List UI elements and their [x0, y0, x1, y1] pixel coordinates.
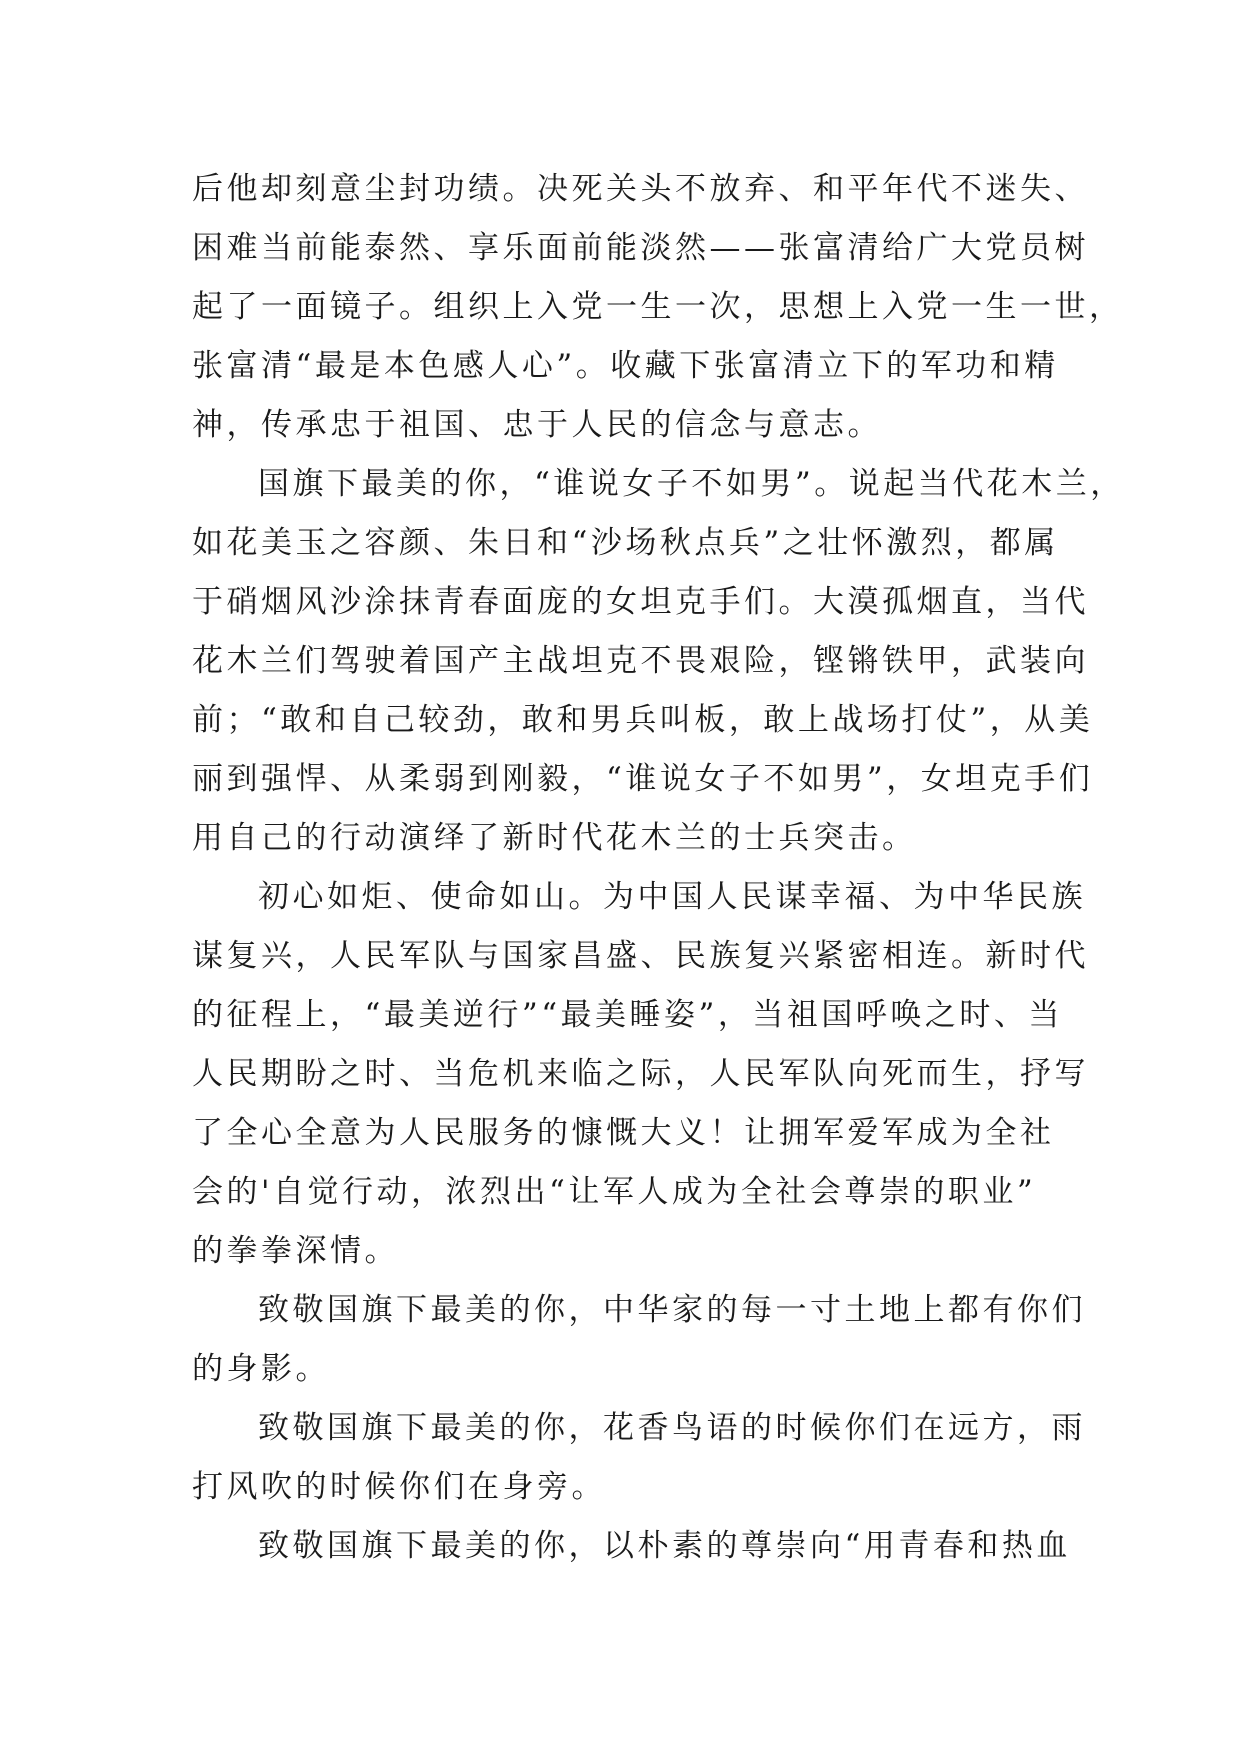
- text-line: 后他却刻意尘封功绩。决死关头不放弃、和平年代不迷失、: [192, 171, 1089, 207]
- text-line: 起了一面镜子。组织上入党一生一次，思想上入党一生一世，: [192, 289, 1124, 325]
- text-line: 困难当前能泰然、享乐面前能淡然——张富清给广大党员树: [192, 230, 1089, 266]
- text-line: 了全心全意为人民服务的慷慨大义！让拥军爱军成为全社: [192, 1115, 1055, 1151]
- text-line: 会的'自觉行动，浓烈出“让军人成为全社会尊崇的职业”: [192, 1174, 1037, 1210]
- text-line: 的身影。: [192, 1351, 330, 1387]
- text-line: 丽到强悍、从柔弱到刚毅，“谁说女子不如男”，女坦克手们: [192, 761, 1094, 797]
- text-line: 用自己的行动演绎了新时代花木兰的士兵突击。: [192, 820, 917, 856]
- text-line: 打风吹的时候你们在身旁。: [192, 1469, 606, 1505]
- text-line: 如花美玉之容颜、朱日和“沙场秋点兵”之壮怀激烈，都属: [192, 525, 1059, 561]
- text-line: 国旗下最美的你，“谁说女子不如男”。说起当代花木兰，: [258, 466, 1125, 502]
- text-line: 致敬国旗下最美的你，花香鸟语的时候你们在远方，雨: [258, 1410, 1086, 1446]
- text-line: 初心如炬、使命如山。为中国人民谋幸福、为中华民族: [258, 879, 1086, 915]
- text-line: 神，传承忠于祖国、忠于人民的信念与意志。: [192, 407, 882, 443]
- text-line: 的征程上，“最美逆行”“最美睡姿”，当祖国呼唤之时、当: [192, 997, 1063, 1033]
- text-line: 致敬国旗下最美的你，以朴素的尊崇向“用青春和热血: [258, 1528, 1071, 1564]
- text-line: 谋复兴，人民军队与国家昌盛、民族复兴紧密相连。新时代: [192, 938, 1089, 974]
- text-line: 致敬国旗下最美的你，中华家的每一寸土地上都有你们: [258, 1292, 1086, 1328]
- text-line: 花木兰们驾驶着国产主战坦克不畏艰险，铿锵铁甲，武装向: [192, 643, 1089, 679]
- text-line: 于硝烟风沙涂抹青春面庞的女坦克手们。大漠孤烟直，当代: [192, 584, 1089, 620]
- text-line: 人民期盼之时、当危机来临之际，人民军队向死而生，抒写: [192, 1056, 1089, 1092]
- text-line: 的拳拳深情。: [192, 1233, 399, 1269]
- document-body: [192, 160, 1125, 1576]
- text-line: 前；“敢和自己较劲，敢和男兵叫板，敢上战场打仗”，从美: [192, 702, 1094, 738]
- text-line: 张富清“最是本色感人心”。收藏下张富清立下的军功和精: [192, 348, 1059, 384]
